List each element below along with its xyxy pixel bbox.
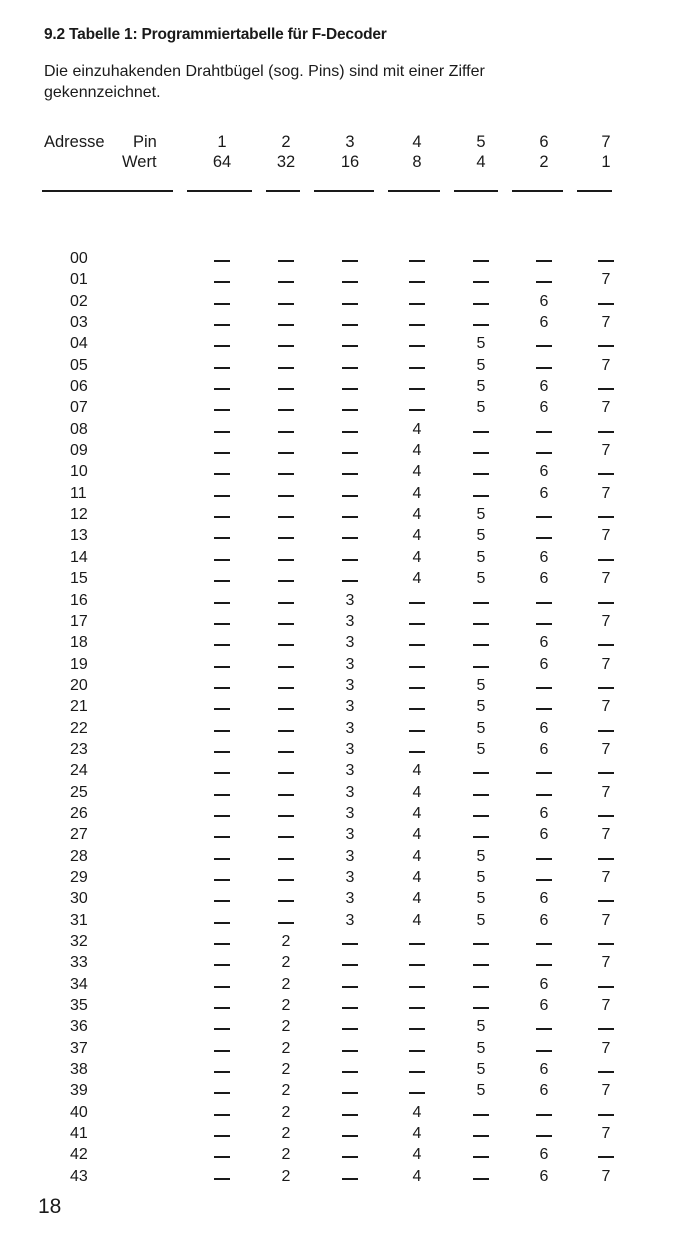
pin-cell: 5: [476, 698, 486, 716]
header-rule: [314, 190, 374, 192]
pin-cell: 2: [281, 1125, 291, 1143]
address-cell: 08: [70, 420, 88, 438]
pin-cell: 4: [412, 762, 422, 780]
table-row: [0, 846, 687, 867]
header-pin-4: 4: [412, 133, 422, 151]
header-pin: Pin: [133, 133, 157, 151]
table-row: [0, 910, 687, 931]
header-rule: [187, 190, 252, 192]
pin-cell: 7: [601, 484, 611, 502]
pin-cell: 7: [601, 997, 611, 1015]
pin-cell: 7: [601, 271, 611, 289]
table-row: [0, 590, 687, 611]
address-cell: 02: [70, 292, 88, 310]
table-row: [0, 1080, 687, 1101]
pin-cell: 5: [476, 548, 486, 566]
pin-cell: 3: [345, 911, 355, 929]
pin-cell: 4: [412, 868, 422, 886]
table-row: [0, 632, 687, 653]
address-cell: 35: [70, 997, 88, 1015]
header-wert-6: 2: [539, 153, 549, 171]
pin-cell: 6: [539, 911, 549, 929]
header-pin-3: 3: [345, 133, 355, 151]
pin-cell: 7: [601, 911, 611, 929]
table-row: [0, 952, 687, 973]
pin-cell: 3: [345, 847, 355, 865]
address-cell: 29: [70, 868, 88, 886]
address-cell: 27: [70, 826, 88, 844]
pin-cell: 4: [412, 1125, 422, 1143]
header-wert-1: 64: [212, 153, 232, 171]
pin-cell: 3: [345, 655, 355, 673]
pin-cell: 5: [476, 527, 486, 545]
pin-cell: 5: [476, 335, 486, 353]
pin-cell: 5: [476, 399, 486, 417]
address-cell: 06: [70, 378, 88, 396]
pin-cell: 5: [476, 378, 486, 396]
table-row: [0, 483, 687, 504]
pin-cell: 7: [601, 527, 611, 545]
table-row: [0, 525, 687, 546]
table-row: [0, 888, 687, 909]
pin-cell: 4: [412, 847, 422, 865]
pin-cell: 4: [412, 570, 422, 588]
address-cell: 37: [70, 1039, 88, 1057]
table-row: [0, 1059, 687, 1080]
pin-cell: 4: [412, 527, 422, 545]
pin-cell: 6: [539, 997, 549, 1015]
pin-cell: 5: [476, 1018, 486, 1036]
table-row: [0, 1123, 687, 1144]
table-row: [0, 1016, 687, 1037]
pin-cell: 7: [601, 314, 611, 332]
pin-cell: 2: [281, 933, 291, 950]
pin-cell: 5: [476, 890, 486, 908]
pin-cell: 6: [539, 634, 549, 652]
pin-cell: 5: [476, 719, 486, 737]
header-rule: [454, 190, 498, 192]
header-rule: [42, 190, 173, 192]
header-rule: [577, 190, 612, 192]
table-body: [0, 248, 687, 1187]
pin-cell: 3: [345, 804, 355, 822]
pin-cell: 6: [539, 890, 549, 908]
table-row: [0, 504, 687, 525]
address-cell: 34: [70, 975, 88, 993]
address-cell: 00: [70, 250, 88, 267]
pin-cell: 7: [601, 442, 611, 460]
header-wert: Wert: [122, 153, 157, 171]
pin-cell: 7: [601, 655, 611, 673]
pin-cell: 2: [281, 1146, 291, 1164]
pin-cell: 4: [412, 463, 422, 481]
pin-cell: 4: [412, 548, 422, 566]
address-cell: 43: [70, 1167, 88, 1185]
header-pin-5: 5: [476, 133, 486, 151]
pin-cell: 3: [345, 634, 355, 652]
pin-cell: 2: [281, 1061, 291, 1079]
pin-cell: 6: [539, 740, 549, 758]
table-row: [0, 995, 687, 1016]
pin-cell: 5: [476, 868, 486, 886]
header-wert-3: 16: [340, 153, 360, 171]
address-cell: 19: [70, 655, 88, 673]
address-cell: 05: [70, 356, 88, 374]
table-row: [0, 1166, 687, 1187]
pin-cell: 7: [601, 868, 611, 886]
table-row: [0, 1144, 687, 1165]
address-cell: 22: [70, 719, 88, 737]
table-row: [0, 931, 687, 952]
pin-cell: 6: [539, 399, 549, 417]
pin-cell: 7: [601, 1167, 611, 1185]
table-row: [0, 824, 687, 845]
table-row: [0, 654, 687, 675]
pin-cell: 6: [539, 1167, 549, 1185]
address-cell: 20: [70, 676, 88, 694]
pin-cell: 2: [281, 954, 291, 972]
pin-cell: 2: [281, 1082, 291, 1100]
pin-cell: 5: [476, 1061, 486, 1079]
pin-cell: 4: [412, 804, 422, 822]
table-row: [0, 440, 687, 461]
address-cell: 21: [70, 698, 88, 716]
pin-cell: 3: [345, 591, 355, 609]
table-row: [0, 611, 687, 632]
address-cell: 14: [70, 548, 88, 566]
pin-cell: 7: [601, 954, 611, 972]
pin-cell: 6: [539, 826, 549, 844]
table-row: [0, 461, 687, 482]
pin-cell: 3: [345, 719, 355, 737]
intro-line-1: Die einzuhakenden Drahtbügel (sog. Pins) sind mit einer Ziffer: [44, 63, 485, 80]
pin-cell: 5: [476, 356, 486, 374]
pin-cell: 7: [601, 826, 611, 844]
pin-cell: 6: [539, 463, 549, 481]
pin-cell: 6: [539, 804, 549, 822]
address-cell: 18: [70, 634, 88, 652]
table-row: [0, 312, 687, 333]
address-cell: 40: [70, 1103, 88, 1121]
intro-text: [44, 61, 634, 103]
pin-cell: 3: [345, 676, 355, 694]
pin-cell: 3: [345, 740, 355, 758]
header-wert-5: 4: [476, 153, 486, 171]
pin-cell: 3: [345, 783, 355, 801]
address-cell: 30: [70, 890, 88, 908]
pin-cell: 7: [601, 1039, 611, 1057]
pin-cell: 5: [476, 740, 486, 758]
address-cell: 10: [70, 463, 88, 481]
pin-cell: 2: [281, 1018, 291, 1036]
address-cell: 24: [70, 762, 88, 780]
table-row: [0, 974, 687, 995]
address-cell: 26: [70, 804, 88, 822]
pin-cell: 4: [412, 826, 422, 844]
pin-cell: 6: [539, 484, 549, 502]
pin-cell: 3: [345, 698, 355, 716]
table-row: [0, 333, 687, 354]
header-wert-2: 32: [276, 153, 296, 171]
table-row: [0, 568, 687, 589]
pin-cell: 7: [601, 356, 611, 374]
pin-cell: 6: [539, 570, 549, 588]
header-rule: [512, 190, 563, 192]
pin-cell: 7: [601, 570, 611, 588]
table-row: [0, 291, 687, 312]
pin-cell: 3: [345, 762, 355, 780]
pin-cell: 6: [539, 314, 549, 332]
pin-cell: 4: [412, 911, 422, 929]
pin-cell: 6: [539, 1082, 549, 1100]
pin-cell: 7: [601, 783, 611, 801]
pin-cell: 7: [601, 1125, 611, 1143]
pin-cell: 7: [601, 612, 611, 630]
table-row: [0, 397, 687, 418]
pin-cell: 6: [539, 1061, 549, 1079]
pin-cell: 3: [345, 868, 355, 886]
address-cell: 32: [70, 933, 88, 950]
table-row: [0, 675, 687, 696]
pin-cell: 2: [281, 997, 291, 1015]
address-cell: 28: [70, 847, 88, 865]
pin-cell: 6: [539, 1146, 549, 1164]
address-cell: 16: [70, 591, 88, 609]
address-cell: 39: [70, 1082, 88, 1100]
table-row: [0, 718, 687, 739]
address-cell: 36: [70, 1018, 88, 1036]
pin-cell: 5: [476, 847, 486, 865]
pin-cell: 6: [539, 378, 549, 396]
pin-cell: 6: [539, 719, 549, 737]
pin-cell: 4: [412, 1103, 422, 1121]
intro-line-2: gekennzeichnet.: [44, 84, 161, 101]
address-cell: 41: [70, 1125, 88, 1143]
header-rule: [388, 190, 440, 192]
table-row: [0, 739, 687, 760]
pin-cell: 5: [476, 570, 486, 588]
address-cell: 03: [70, 314, 88, 332]
pin-cell: 4: [412, 1146, 422, 1164]
pin-cell: 7: [601, 1082, 611, 1100]
header-pin-7: 7: [601, 133, 611, 151]
header-pin-1: 1: [217, 133, 227, 151]
address-cell: 42: [70, 1146, 88, 1164]
pin-cell: 7: [601, 399, 611, 417]
address-cell: 31: [70, 911, 88, 929]
address-cell: 23: [70, 740, 88, 758]
table-row: [0, 782, 687, 803]
header-wert-7: 1: [601, 153, 611, 171]
pin-cell: 4: [412, 442, 422, 460]
address-cell: 17: [70, 612, 88, 630]
address-cell: 04: [70, 335, 88, 353]
table-row: [0, 419, 687, 440]
address-cell: 12: [70, 506, 88, 524]
header-pin-2: 2: [281, 133, 291, 151]
address-cell: 09: [70, 442, 88, 460]
pin-cell: 3: [345, 826, 355, 844]
table-row: [0, 1038, 687, 1059]
header-adresse: Adresse: [44, 133, 105, 151]
pin-cell: 5: [476, 506, 486, 524]
pin-cell: 3: [345, 890, 355, 908]
pin-cell: 2: [281, 975, 291, 993]
pin-cell: 7: [601, 698, 611, 716]
address-cell: 25: [70, 783, 88, 801]
pin-cell: 4: [412, 783, 422, 801]
pin-cell: 6: [539, 292, 549, 310]
pin-cell: 4: [412, 506, 422, 524]
pin-cell: 5: [476, 676, 486, 694]
header-wert-4: 8: [412, 153, 422, 171]
pin-cell: 4: [412, 890, 422, 908]
header-pin-6: 6: [539, 133, 549, 151]
table-row: [0, 547, 687, 568]
pin-cell: 3: [345, 612, 355, 630]
table-row: [0, 803, 687, 824]
table-row: [0, 1102, 687, 1123]
table-row: [0, 696, 687, 717]
table-row: [0, 867, 687, 888]
table-row: [0, 248, 687, 269]
section-title: 9.2 Tabelle 1: Programmiertabelle für F-Decoder: [44, 26, 387, 43]
pin-cell: 6: [539, 548, 549, 566]
page-number: 18: [38, 1195, 62, 1218]
pin-cell: 4: [412, 484, 422, 502]
table-row: [0, 355, 687, 376]
table-row: [0, 760, 687, 781]
address-cell: 15: [70, 570, 88, 588]
pin-cell: 4: [412, 1167, 422, 1185]
address-cell: 11: [70, 484, 87, 502]
address-cell: 38: [70, 1061, 88, 1079]
header-rule: [266, 190, 300, 192]
pin-cell: 2: [281, 1103, 291, 1121]
pin-cell: 6: [539, 655, 549, 673]
pin-cell: 6: [539, 975, 549, 993]
table-row: [0, 269, 687, 290]
pin-cell: 2: [281, 1167, 291, 1185]
pin-cell: 4: [412, 420, 422, 438]
pin-cell: 5: [476, 911, 486, 929]
address-cell: 07: [70, 399, 88, 417]
pin-cell: 2: [281, 1039, 291, 1057]
pin-cell: 5: [476, 1082, 486, 1100]
address-cell: 01: [70, 271, 88, 289]
table-row: [0, 376, 687, 397]
address-cell: 13: [70, 527, 88, 545]
pin-cell: 7: [601, 740, 611, 758]
pin-cell: 5: [476, 1039, 486, 1057]
address-cell: 33: [70, 954, 88, 972]
